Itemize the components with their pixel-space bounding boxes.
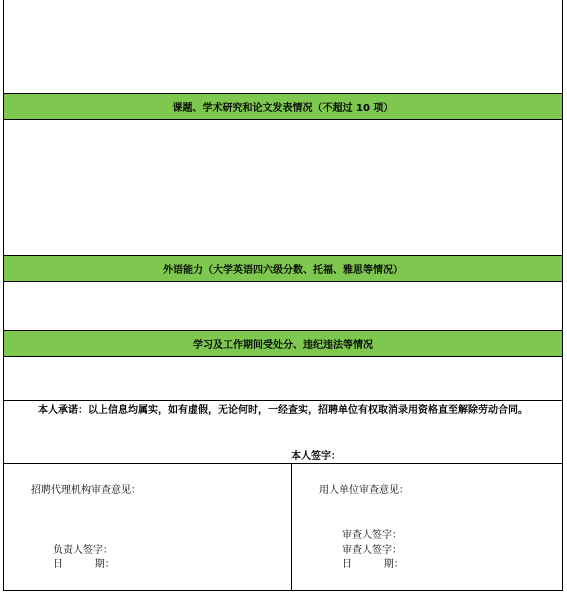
agency-date-label: 日 期： xyxy=(53,559,115,570)
agency-sign-label: 负责人签字： xyxy=(53,545,113,556)
employer-date-label: 日 期： xyxy=(342,559,404,570)
employer-reviewer-sign-1: 审查人签字： xyxy=(342,530,402,541)
review-top-border xyxy=(3,463,563,464)
research-section-header xyxy=(3,93,563,120)
language-section-header xyxy=(3,255,563,282)
previous-section-blank xyxy=(3,0,563,93)
pledge-top-border xyxy=(3,400,563,401)
discipline-section-header xyxy=(3,330,563,357)
language-header-text: 外语能力（大学英语四六级分数、托福、雅思等情况） xyxy=(163,265,403,276)
discipline-content-area[interactable] xyxy=(3,357,563,400)
research-content-area[interactable] xyxy=(3,120,563,255)
signature-label: 本人签字： xyxy=(291,451,341,462)
review-divider xyxy=(291,463,292,591)
employer-review-title: 用人单位审查意见： xyxy=(319,485,409,496)
discipline-header-text: 学习及工作期间受处分、违纪违法等情况 xyxy=(193,340,373,351)
pledge-text: 本人承诺：以上信息均属实，如有虚假，无论何时，一经查实，招聘单位有权取消录用资格直至解除劳动合同。 xyxy=(38,405,528,416)
employer-reviewer-sign-2: 审查人签字： xyxy=(342,545,402,556)
research-header-text: 课题、学术研究和论文发表情况（不超过 10 项） xyxy=(172,103,394,114)
agency-review-title: 招聘代理机构审查意见： xyxy=(31,485,141,496)
language-content-area[interactable] xyxy=(3,282,563,330)
